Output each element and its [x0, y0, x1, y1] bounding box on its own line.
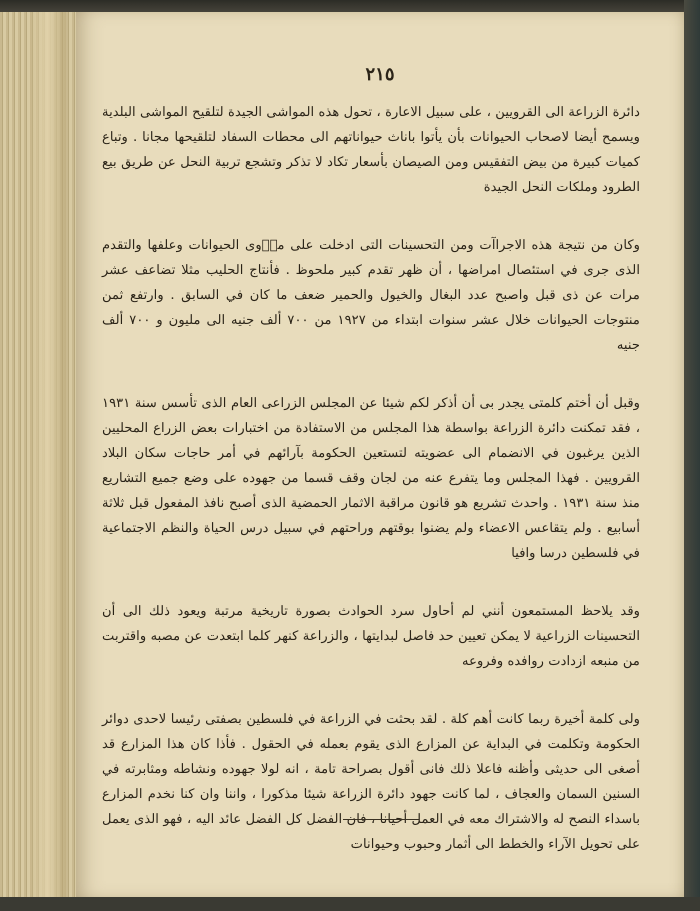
page-body [102, 100, 640, 890]
scan-background-right [684, 0, 700, 911]
book-page [76, 12, 684, 897]
scan-background-bottom [0, 897, 700, 911]
paragraph-5: ولى كلمة أخيرة ربما كانت أهم كلة . لقد بحثت في الزراعة في فلسطين بصفتى رئيسا لاحدى دوائر الحكومة وتكلمت في البداية عن المزارع الذى يقوم بعمله في الحقول . فأذا كان هذا المزارع قد أصغى الى حديثى وأظنه فاعلا ذلك فانى أقول بصراحة تامة ، انه لولا جهوده ونشاطه ومثابرته في السنين السمان والعجاف ، لما كانت جهود دائرة الزراعة شيئا مذكورا ، واننا وان كنا نخدم المزارع باسداء النصح له والاشتراك معه في العمل أحيانا ، فان الفضل كل الفضل عائد اليه ، فهو الذى يعمل على تحويل الآراء والخطط الى أثمار وحبوب وحيوانات [102, 712, 640, 852]
paragraph-2: وكان من نتيجة هذه الاجراآت ومن التحسينات التى ادخلت على ما٘وى الحيوانات وعلفها والتقدم الذى جرى في استئصال امراضها ، أن ظهر تقدم كبير ملحوظ . فأنتاج الحليب مثلا تضاعف عشر مرات عن ذى قبل واصبح عدد البغال والخيول والحمير ضعف ما كان في السابق . وارتفع ثمن منتوجات الحيوانات خلال عشر سنوات ابتداء من ١٩٢٧ من ٧٠٠ ألف جنيه الى مليون و ٧٠٠ ألف جنيه [102, 238, 640, 353]
paragraph-3: وقبل أن أختم كلمتى يجدر بى أن أذكر لكم شيئا عن المجلس الزراعى العام الذى تأسس سنة ١٩٣١ ، فقد تمكنت دائرة الزراعة بواسطة هذا المجلس من الاستفادة من اختبارات بعض الزراع المحليين الذين يرغبون في الانضمام الى عضويته لتستعين الحكومة بآرائهم في أمر حاجات سكان البلاد القرويين . فهذا المجلس وما يتفرع عنه من لجان وقف قسما من جهوده على وضع جميع التشاريع منذ سنة ١٩٣١ . واحدث تشريع هو قانون مراقبة الاثمار الحمضية الذى أصبح نافذ المفعول قبل ثلاثة أسابيع . ولم يتقاعس الاعضاء ولم يضنوا بوقتهم وراحتهم في سبيل درس الحياة والنظم الاجتماعية في فلسطين درسا وافيا [102, 396, 640, 561]
page-number: ٢١٥ [365, 64, 395, 85]
paragraph-4: وقد يلاحظ المستمعون أنني لم أحاول سرد الحوادث بصورة تاريخية مرتبة ويعود ذلك الى أن التحسينات الزراعية لا يمكن تعيين حد فاصل لبدايتها ، والزراعة كنهر كلما ابتعدت عن مصبه واقتربت من منبعه ازدادت روافده وفروعه [102, 604, 640, 669]
closing-divider [343, 819, 419, 820]
paragraph-1: دائرة الزراعة الى القرويين ، على سبيل الاعارة ، تحول هذه المواشى الجيدة لتلقيح المواشى البلدية ويسمح أيضا لاصحاب الحيوانات بأن يأتوا باناث حيواناتهم الى محطات السفاد لتلقيحها مجانا . وتباع كميات كبيرة من بيض التفقيس ومن الصيصان بأسعار تكاد لا تذكر وتشجع تربية النحل عن طريق بيع الطرود وملكات النحل الجيدة [102, 105, 640, 195]
book-page-edges [0, 12, 78, 897]
